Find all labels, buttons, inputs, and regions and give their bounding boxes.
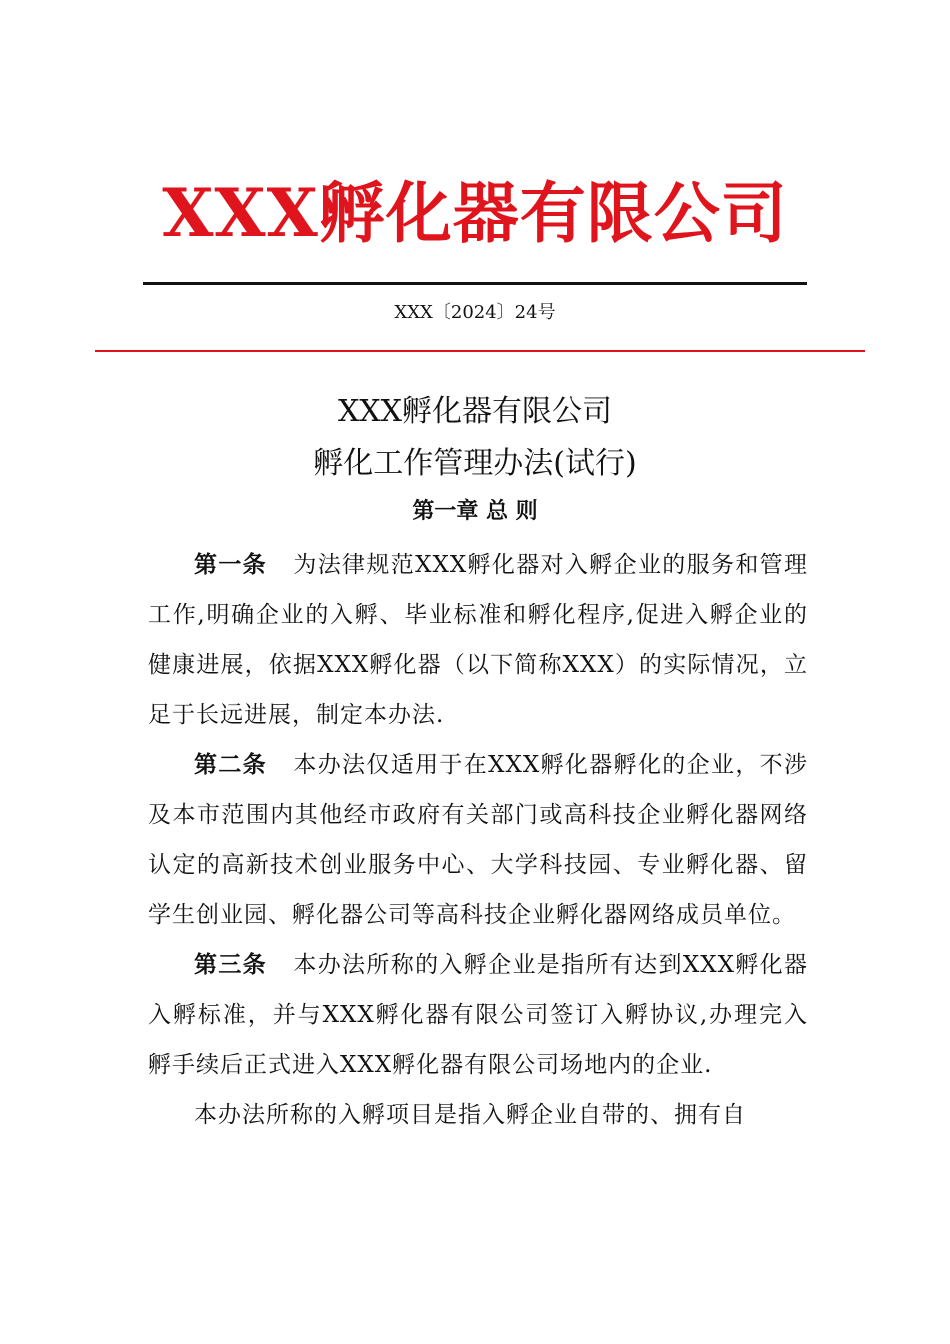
header-divider-black [143, 282, 807, 285]
article-paragraph [148, 740, 808, 940]
article-text: 本办法仅适用于在XXX孵化器孵化的企业，不涉及本市范围内其他经市政府有关部门或高科技企业孵化器网络认定的高新技术创业服务中心、大学科技园、专业孵化器、留学生创业园、孵化器公司等高科技企业孵化器网络成员单位。 [148, 752, 809, 928]
document-title-line-1: XXX孵化器有限公司 [337, 394, 613, 429]
document-title-line-2: 孵化工作管理办法(试行) [313, 446, 637, 481]
article-label: 第一条 [194, 551, 268, 578]
document-body [148, 540, 808, 1140]
article-label: 第二条 [194, 751, 268, 778]
header-divider-red [95, 350, 865, 352]
article-text: 为法律规范XXX孵化器对入孵企业的服务和管理工作,明确企业的入孵、毕业标准和孵化程序,促进入孵企业的健康进展，依据XXX孵化器（以下简称XXX）的实际情况，立足于长远进展，制定本办法. [148, 552, 809, 728]
chapter-heading: 第一章 总 则 [412, 498, 538, 524]
body-paragraph [148, 1090, 808, 1140]
article-paragraph [148, 940, 808, 1090]
issuer-header: XXX孵化器有限公司 [162, 174, 788, 252]
document-number: XXX〔2024〕24号 [394, 302, 556, 323]
article-label: 第三条 [194, 951, 268, 978]
paragraph-text: 本办法所称的入孵项目是指入孵企业自带的、拥有自 [194, 1102, 746, 1128]
article-paragraph [148, 540, 808, 740]
article-text: 本办法所称的入孵企业是指所有达到XXX孵化器入孵标准，并与XXX孵化器有限公司签订入孵协议,办理完入孵手续后正式进入XXX孵化器有限公司场地内的企业. [148, 952, 809, 1078]
